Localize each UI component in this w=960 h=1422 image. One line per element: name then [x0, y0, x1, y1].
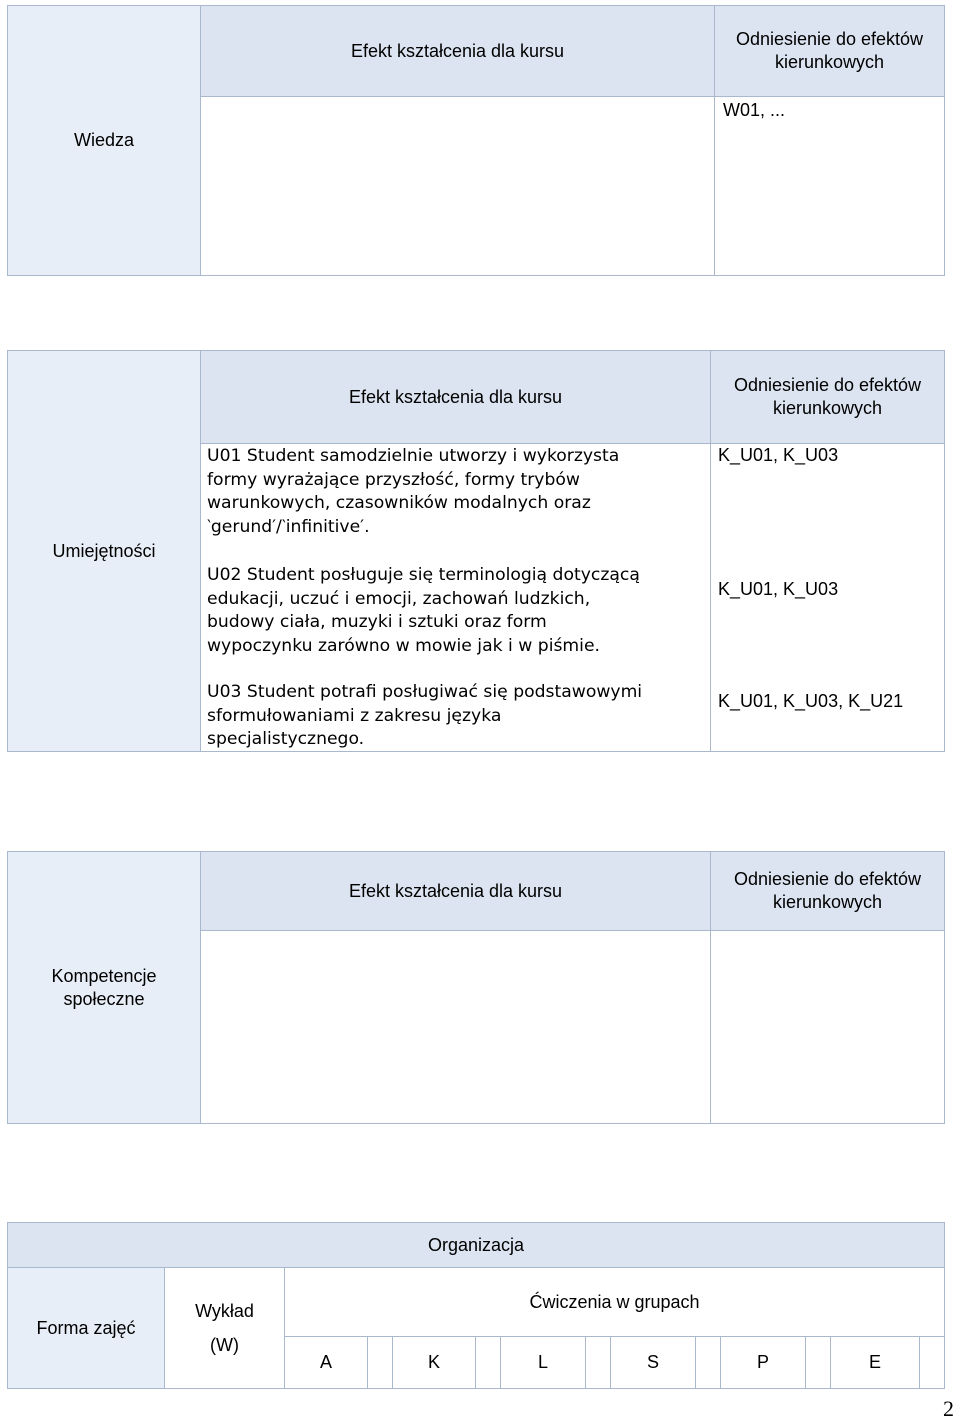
ref-item-u03: K_U01, K_U03, K_U21: [718, 691, 904, 711]
kompetencje-ref-cell: [710, 930, 945, 1124]
group-spacer: [585, 1336, 611, 1389]
group-code-s: S: [610, 1336, 696, 1389]
umiejetnosci-ref-header: Odniesienie do efektów kierunkowych: [710, 350, 945, 444]
kompetencje-label: Kompetencje społeczne: [51, 965, 157, 1009]
umiejetnosci-label-cell: [7, 350, 201, 752]
wyklad-cell: Wykład (W): [164, 1267, 285, 1389]
umiejetnosci-effect-header: Efekt kształcenia dla kursu: [200, 350, 711, 444]
group-code-a: A: [284, 1336, 368, 1389]
group-code-e: E: [830, 1336, 920, 1389]
effect-item-u03: U03 Student potrafi posługiwać się podstawowymi sformułowaniami z zakresu języka specjalistycznego.: [207, 682, 643, 749]
group-spacer: [919, 1336, 945, 1389]
cwiczenia-header: Ćwiczenia w grupach: [284, 1267, 945, 1337]
wiedza-ref-text: W01, ...: [723, 100, 786, 120]
kompetencje-effect-header: Efekt kształcenia dla kursu: [200, 851, 711, 931]
group-code-k: K: [392, 1336, 476, 1389]
umiejetnosci-label: Umiejętności: [52, 540, 156, 561]
organizacja-header: Organizacja: [7, 1222, 945, 1268]
group-code-p: P: [720, 1336, 806, 1389]
forma-zajec-cell: Forma zajęć: [7, 1267, 165, 1389]
effect-item-u01: U01 Student samodzielnie utworzy i wykorzysta formy wyrażające przyszłość, formy trybów warunkowych, czasowników modalnych oraz ‵gerund′/‵infinitive′.: [207, 446, 620, 537]
group-spacer: [475, 1336, 501, 1389]
wiedza-effect-cell: [200, 96, 715, 276]
kompetencje-effect-cell: [200, 930, 711, 1124]
ref-item-u02: K_U01, K_U03: [718, 579, 839, 599]
wiedza-ref-header: Odniesienie do efektów kierunkowych: [714, 5, 945, 97]
effect-item-u02: U02 Student posługuje się terminologią dotyczącą edukacji, uczuć i emocji, zachowań ludzkich, budowy ciała, muzyki i sztuki oraz form wypoczynku zarówno w mowie jak i w piśmie.: [207, 565, 640, 656]
kompetencje-ref-header: Odniesienie do efektów kierunkowych: [710, 851, 945, 931]
group-spacer: [367, 1336, 393, 1389]
kompetencje-label-cell: [7, 851, 201, 1124]
page-number: 2: [943, 1396, 954, 1421]
group-spacer: [695, 1336, 721, 1389]
ref-item-u01: K_U01, K_U03: [718, 445, 839, 465]
wiedza-ref-cell: [714, 96, 945, 276]
wiedza-label-cell: [7, 5, 201, 276]
group-code-l: L: [500, 1336, 586, 1389]
group-spacer: [805, 1336, 831, 1389]
wiedza-label: Wiedza: [73, 130, 135, 150]
wiedza-effect-header: Efekt kształcenia dla kursu: [200, 5, 715, 97]
